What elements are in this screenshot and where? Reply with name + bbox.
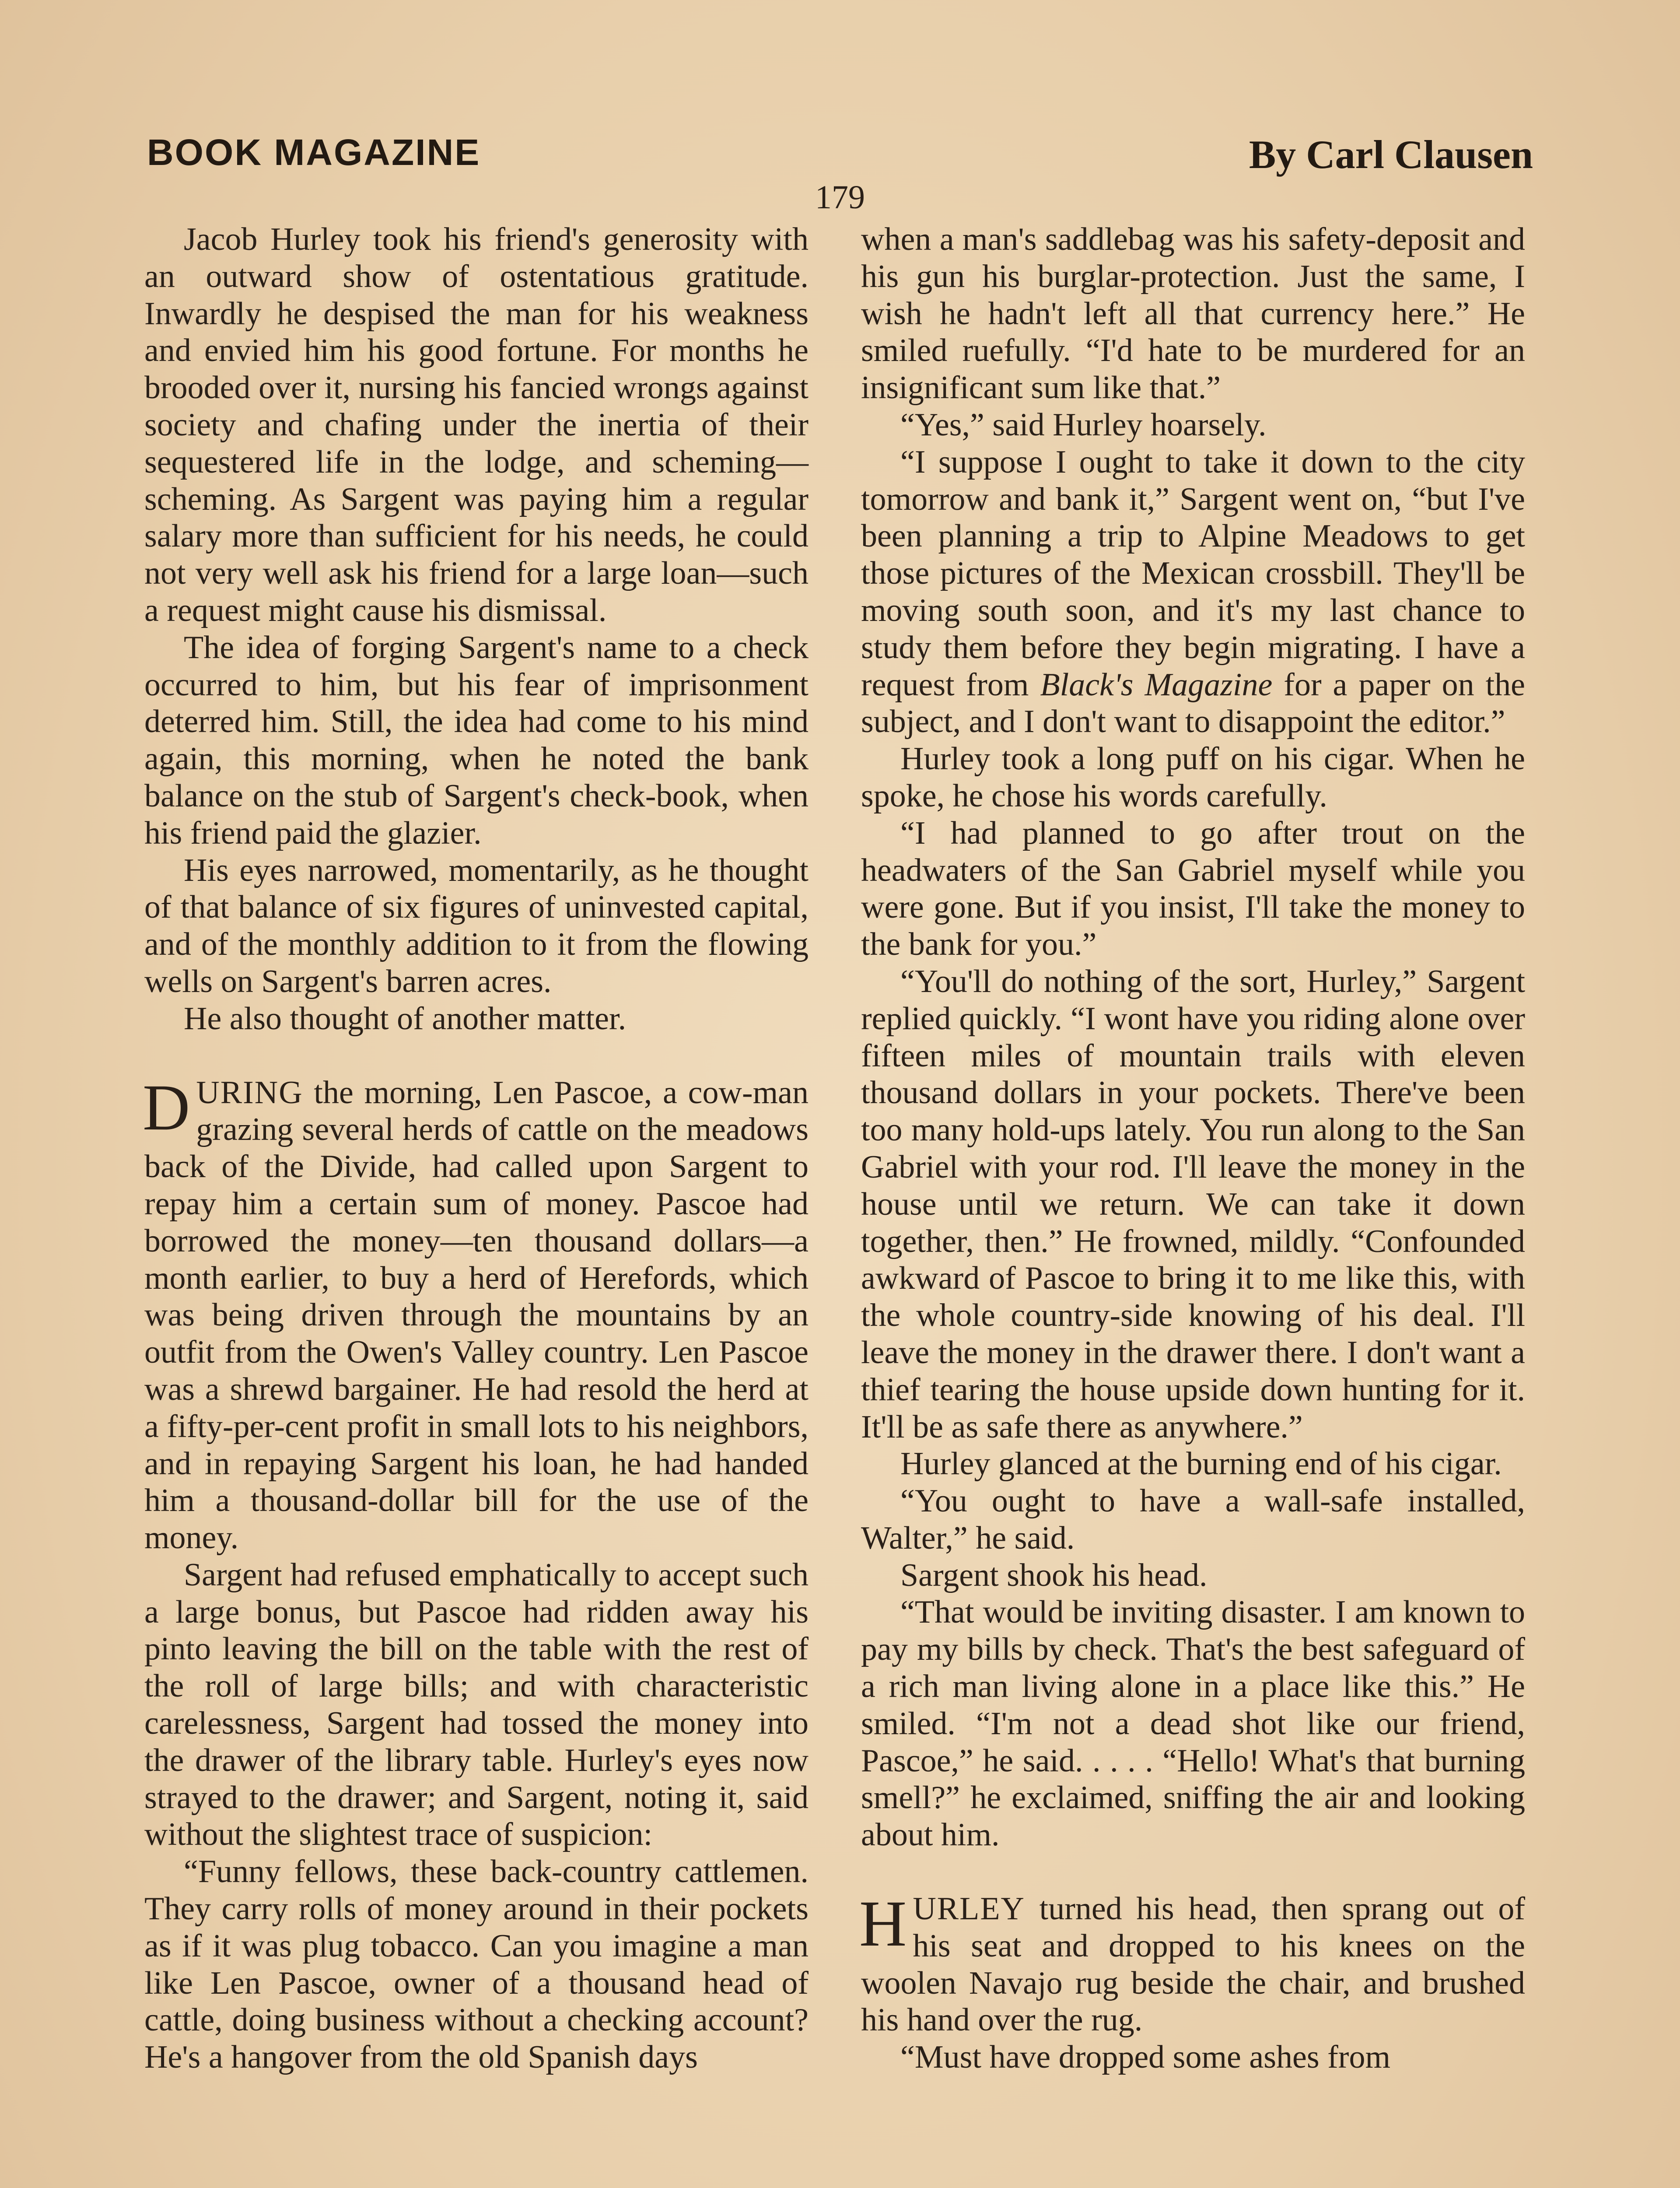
paragraph: “You'll do nothing of the sort, Hurley,” Sargent replied quickly. “I wont have you riding alone over fifteen miles of mountain trails with eleven thousand dollars in your pockets. There've been too many hold-ups lately. You run along to the San Gabriel with your rod. I'll leave the money in the house until we return. We can take it down together, then.” He frowned, mildly. “Confounded awkward of Pascoe to bring it to me like this, with the whole country-side knowing of his deal. I'll leave the money in the drawer there. I don't want a thief tearing the house upside down hunting for it. It'll be as safe there as anywhere.” xyxy=(861,963,1525,1445)
paragraph xyxy=(861,444,1525,740)
paragraph: Sargent shook his head. xyxy=(900,1557,1208,1593)
paragraph: “Funny fellows, these back-country cattlemen. They carry rolls of money around in their pockets as if it was plug tobacco. Can you imagine a man like Len Pascoe, owner of a thousand head of cattle, doing business without a checking account? He's a hangover from the old Spanish days xyxy=(144,1854,808,2076)
paragraph: “Yes,” said Hurley hoarsely. xyxy=(900,407,1267,443)
paragraph: Jacob Hurley took his friend's generosity with an outward show of ostentatious gratitude. Inwardly he despised the man for his weakness and envied him his good fortune. For months he brooded over it, nursing his fancied wrongs against society and chafing under the inertia of their sequestered life in the lodge, and scheming—scheming. As Sargent was paying him a regular salary more than sufficient for his needs, he could not very well ask his friend for a large loan—such a request might cause his dismissal. xyxy=(144,221,808,628)
paragraph: Sargent had refused emphatically to accept such a large bonus, but Pascoe had ridden away his pinto leaving the bill on the table with the rest of the roll of large bills; and with characteristic carelessness, Sargent had tossed the money into the drawer of the library table. Hurley's eyes now strayed to the drawer; and Sargent, noting it, said without the slightest trace of suspicion: xyxy=(144,1557,808,1853)
drop-cap: H xyxy=(859,1887,907,1960)
paragraph: “Must have dropped some ashes from xyxy=(900,2039,1391,2076)
drop-cap: D xyxy=(143,1071,190,1144)
magazine-title-italic: Black's Magazine xyxy=(1040,666,1273,703)
small-caps-lead: URING xyxy=(196,1074,303,1111)
paragraph: He also thought of another matter. xyxy=(184,1000,626,1037)
paragraph: Hurley took a long puff on his cigar. When he spoke, he chose his words carefully. xyxy=(861,741,1525,814)
page-number: 179 xyxy=(815,179,865,216)
paragraph: Hurley glanced at the burning end of his cigar. xyxy=(900,1446,1502,1482)
small-caps-lead: URLEY xyxy=(913,1891,1025,1927)
paragraph-section-start xyxy=(143,1071,808,1557)
author-byline: By Carl Clausen xyxy=(1249,132,1533,177)
paragraph: “I had planned to go after trout on the headwaters of the San Gabriel myself while you were gone. But if you insist, I'll take the money to the bank for you.” xyxy=(861,815,1525,963)
paragraph: when a man's saddlebag was his safety-deposit and his gun his burglar-protection. Just the same, I wish he hadn't left all that currency here.” He smiled ruefully. “I'd hate to be murdered for an insignificant sum like that.” xyxy=(861,221,1525,406)
paragraph: “You ought to have a wall-safe installed, Walter,” he said. xyxy=(861,1483,1525,1556)
paragraph-text: “I suppose I ought to take it down to the city tomorrow and bank it,” Sargent went on, “but I've been planning a trip to Alpine Meadows to get those pictures of the Mexican crossbill. They'll be moving south soon, and it's my last chance to study them before they begin migrating. I have a request from xyxy=(861,444,1525,703)
paragraph: “That would be inviting disaster. I am known to pay my bills by check. That's the best safeguard of a rich man living alone in a place like this.” He smiled. “I'm not a dead shot like our friend, Pascoe,” he said. . . . . “Hello! What's that burning smell?” he exclaimed, sniffing the air and looking about him. xyxy=(861,1594,1525,1853)
paragraph: His eyes narrowed, momentarily, as he thought of that balance of six figures of uninvested capital, and of the monthly addition to it from the flowing wells on Sargent's barren acres. xyxy=(144,852,808,999)
magazine-title: BOOK MAGAZINE xyxy=(147,132,481,173)
paragraph: The idea of forging Sargent's name to a check occurred to him, but his fear of imprisonment deterred him. Still, the idea had come to his mind again, this morning, when he noted the bank balance on the stub of Sargent's check-book, when his friend paid the glazier. xyxy=(144,629,808,851)
paragraph-text: turned his head, then sprang out of his seat and dropped to his knees on the woolen Navajo rug beside the chair, and brushed his hand over the rug. xyxy=(861,1891,1525,2038)
left-column xyxy=(144,221,808,2076)
paragraph-section-start xyxy=(859,1887,1525,2039)
paragraph-text: the morning, Len Pascoe, a cow-man grazing several herds of cattle on the meadows back of the Divide, had called upon Sargent to repay him a certain sum of money. Pascoe had borrowed the money—ten thousand dollars—a month earlier, to buy a herd of Herefords, which was being driven through the mountains by an outfit from the Owen's Valley country. Len Pascoe was a shrewd bargainer. He had resold the herd at a fifty-per-cent profit in small lots to his neighbors, and in repaying Sargent his loan, he had handed him a thousand-dollar bill for the use of the money. xyxy=(144,1074,808,1556)
paragraph-text: for a paper on the subject, and I don't want to disappoint the editor.” xyxy=(861,666,1525,740)
right-column xyxy=(861,221,1525,2076)
